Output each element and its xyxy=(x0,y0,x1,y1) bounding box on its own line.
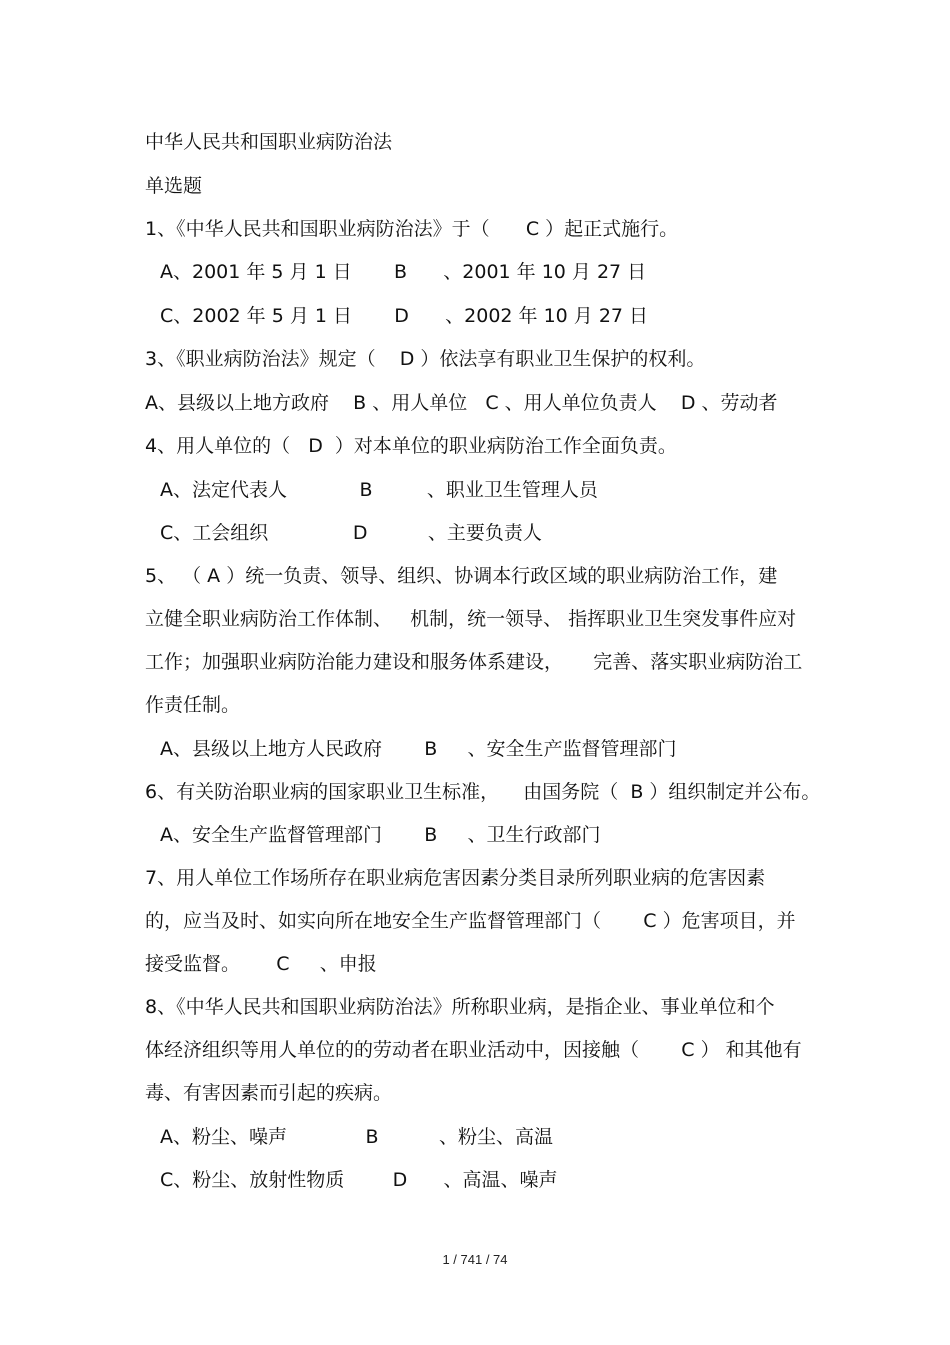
question-8-options-cd: C、粉尘、放射性物质 D 、高温、噪声 xyxy=(160,1169,558,1191)
question-8-line-1: 8、《中华人民共和国职业病防治法》所称职业病，是指企业、事业单位和个 xyxy=(145,996,775,1018)
document-title: 中华人民共和国职业病防治法 xyxy=(145,131,393,153)
question-6: 6、有关防治职业病的国家职业卫生标准， 由国务院（ B ）组织制定并公布。 xyxy=(145,781,821,803)
question-5-line-4: 作责任制。 xyxy=(145,694,241,716)
question-1: 1、《中华人民共和国职业病防治法》于（ C ）起正式施行。 xyxy=(145,218,679,240)
page-number: 1 / 741 / 74 xyxy=(442,1252,508,1267)
question-3-options: A、县级以上地方政府 B 、用人单位 C 、用人单位负责人 D 、劳动者 xyxy=(145,392,778,414)
question-4: 4、用人单位的（ D ）对本单位的职业病防治工作全面负责。 xyxy=(145,435,677,457)
question-5-line-2: 立健全职业病防治工作体制、 机制，统一领导、 指挥职业卫生突发事件应对 xyxy=(145,608,797,630)
question-8-options-ab: A、粉尘、噪声 B 、粉尘、高温 xyxy=(160,1126,553,1148)
question-8-line-2: 体经济组织等用人单位的的劳动者在职业活动中，因接触（ C ） 和其他有 xyxy=(145,1039,802,1061)
question-6-options: A、安全生产监督管理部门 B 、卫生行政部门 xyxy=(160,824,601,846)
question-7-line-1: 7、用人单位工作场所存在职业病危害因素分类目录所列职业病的危害因素 xyxy=(145,867,766,889)
section-heading: 单选题 xyxy=(145,175,203,197)
question-7-line-3: 接受监督。 C 、申报 xyxy=(145,953,377,975)
question-4-options-cd: C、工会组织 D 、主要负责人 xyxy=(160,522,542,544)
question-5-line-3: 工作；加强职业病防治能力建设和服务体系建设， 完善、落实职业病防治工 xyxy=(145,651,803,673)
question-5-line-1: 5、 （ A ）统一负责、领导、组织、协调本行政区域的职业病防治工作，建 xyxy=(145,565,778,587)
question-3: 3、《职业病防治法》规定（ D ）依法享有职业卫生保护的权利。 xyxy=(145,348,706,370)
question-4-options-ab: A、法定代表人 B 、职业卫生管理人员 xyxy=(160,479,598,501)
question-5-options: A、县级以上地方人民政府 B 、安全生产监督管理部门 xyxy=(160,738,677,760)
question-7-line-2: 的，应当及时、如实向所在地安全生产监督管理部门（ C ）危害项目，并 xyxy=(145,910,796,932)
question-8-line-3: 毒、有害因素而引起的疾病。 xyxy=(145,1082,393,1104)
question-1-options-cd: C、2002 年 5 月 1 日 D 、2002 年 10 月 27 日 xyxy=(160,305,649,327)
question-1-options-ab: A、2001 年 5 月 1 日 B 、2001 年 10 月 27 日 xyxy=(160,261,647,283)
